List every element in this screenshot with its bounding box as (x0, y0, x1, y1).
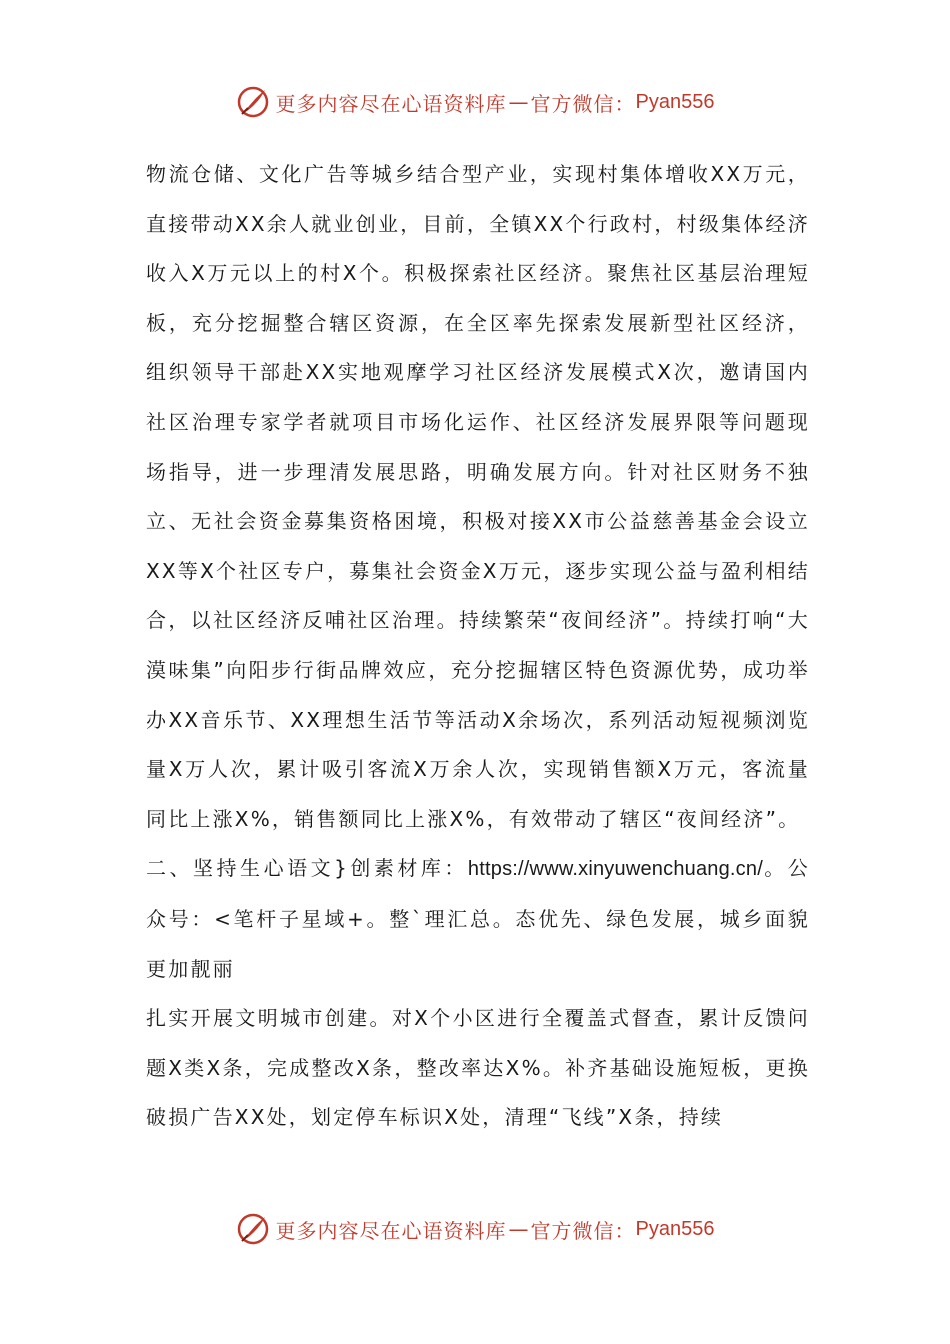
wechat-label: 官方微信： (530, 1218, 636, 1243)
wechat-id: Pyan556 (635, 1217, 715, 1240)
paragraph-2: 扎实开展文明城市创建。对X个小区进行全覆盖式督查，累计反馈问题X类X条，完成整改X条，整改率达X%。补齐基础设施短板，更换破损广告XX处，划定停车标识X处，清理“飞线”X条，持续 (146, 1006, 810, 1130)
wechat-id: Pyan556 (635, 90, 715, 113)
separator-dash: — (508, 90, 529, 114)
footer-watermark-banner (0, 1209, 950, 1249)
brand-text: 更多内容尽在心语资料库 (275, 91, 507, 116)
quill-pen-logo-icon (236, 1212, 270, 1246)
heading-prefix: 二、坚持生心语文}创素材库： (146, 856, 468, 881)
header-watermark-banner (0, 82, 950, 122)
document-body (146, 150, 810, 1143)
separator-dash: — (508, 1217, 529, 1241)
paragraph-1: 物流仓储、文化广告等城乡结合型产业，实现村集体增收XX万元，直接带动XX余人就业创业，目前，全镇XX个行政村，村级集体经济收入X万元以上的村X个。积极探索社区经济。聚焦社区基层治理短板，充分挖掘整合辖区资源，在全区率先探索发展新型社区经济，组织领导干部赴XX实地观摩学习社区经济发展模式X次，邀请国内社区治理专家学者就项目市场化运作、社区经济发展界限等问题现场指导，进一步理清发展思路，明确发展方向。针对社区财务不独立、无社会资金募集资格困境，积极对接XX市公益慈善基金会设立XX等X个社区专户，募集社会资金X万元，逐步实现公益与盈利相结合，以社区经济反哺社区治理。持续繁荣“夜间经济”。持续打响“大漠味集”向阳步行街品牌效应，充分挖掘辖区特色资源优势，成功举办XX音乐节、XX理想生活节等活动X余场次，系列活动短视频浏览量X万人次，累计吸引客流X万余人次，实现销售额X万元，客流量同比上涨X%，销售额同比上涨X%，有效带动了辖区“夜间经济”。 (146, 162, 810, 831)
quill-pen-logo-icon (236, 85, 270, 119)
heading-suffix: 。公众号：<笔杆子星域+。整`理汇总。态优先、绿色发展，城乡面貌更加靓丽 (146, 856, 810, 981)
section-heading (146, 844, 810, 994)
wechat-label: 官方微信： (530, 91, 636, 116)
heading-url: https://www.xinyuwenchuang.cn/ (467, 858, 763, 881)
brand-text: 更多内容尽在心语资料库 (275, 1218, 507, 1243)
